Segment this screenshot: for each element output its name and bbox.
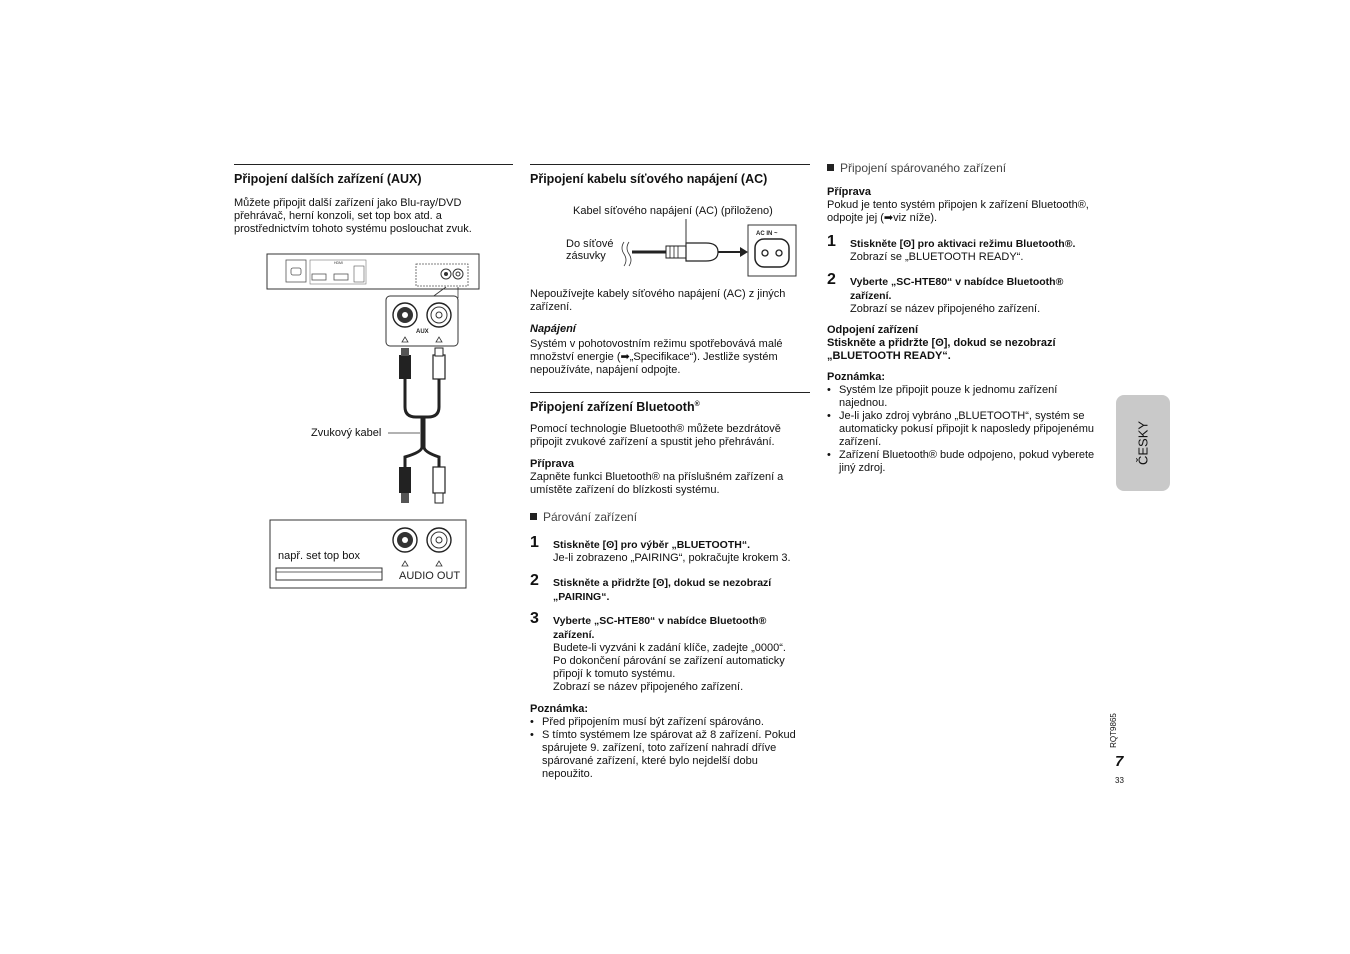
note-item: • Před připojením musí být zařízení spárováno. — [530, 716, 810, 729]
aux-intro-2: přehrávač, herní konzoli, set top box atd. a — [234, 210, 442, 222]
paired-note-list — [827, 384, 1102, 475]
paired-column — [827, 162, 1102, 475]
pairing-step-2 — [530, 572, 810, 604]
step-desc: Je-li zobrazeno „PAIRING“, pokračujte krokem 3. — [553, 552, 791, 564]
note-item: • S tímto systémem lze spárovat až 8 zařízení. Pokud spárujete 9. zařízení, toto zařízení nahradí dříve spárované zařízení, které bylo nejdelší dobu nepoužito. — [530, 729, 797, 781]
paired-prep-1: Pokud je tento systém připojen k zařízení Bluetooth®, — [827, 199, 1089, 211]
paired-note-heading: Poznámka: — [827, 371, 886, 383]
bluetooth-intro-1: Pomocí technologie Bluetooth® můžete bezdrátově — [530, 423, 781, 435]
power-warning-1: Nepoužívejte kabely síťového napájení (AC) z jiných — [530, 288, 786, 300]
disconnect-text-2: „BLUETOOTH READY“. — [827, 350, 951, 362]
aux-title: Připojení dalších zařízení (AUX) — [234, 172, 422, 186]
aux-intro-1: Můžete připojit další zařízení jako Blu-ray/DVD — [234, 197, 462, 209]
step-number: 2 — [827, 271, 836, 288]
audio-out-label: AUDIO OUT — [399, 570, 461, 582]
step-title: Stiskněte [ʘ] pro aktivaci režimu Bluetooth®. — [850, 238, 1076, 250]
language-tab — [1116, 395, 1170, 491]
page-sub-number: 33 — [1115, 776, 1124, 785]
power-text-1: Systém v pohotovostním režimu spotřebovává malé — [530, 338, 783, 350]
step-number: 1 — [827, 233, 836, 250]
bluetooth-intro-2: připojit zvukové zařízení a spustit jeho přehrávání. — [530, 436, 775, 448]
paired-prep-heading: Příprava — [827, 186, 872, 198]
outlet-label-1: Do síťové — [566, 238, 614, 250]
paired-step-1 — [827, 233, 1102, 264]
pairing-heading — [530, 511, 810, 524]
power-title: Připojení kabelu síťového napájení (AC) — [530, 172, 768, 186]
step-number: 2 — [530, 572, 539, 589]
ac-in-label: AC IN ~ — [756, 231, 778, 237]
step-desc: Zobrazí se název připojeného zařízení. — [850, 303, 1041, 315]
step-title: Vyberte „SC-HTE80“ v nabídce Bluetooth® zařízení. — [850, 276, 1064, 302]
bluetooth-section — [530, 392, 810, 781]
bluetooth-title — [530, 400, 810, 414]
pairing-heading-text: Párování zařízení — [543, 510, 638, 524]
bluetooth-prep-2: umístěte zařízení do blízkosti systému. — [530, 484, 720, 496]
power-heading: Napájení — [530, 323, 576, 335]
bluetooth-prep-1: Zapněte funkci Bluetooth® na příslušném zařízení a — [530, 471, 784, 483]
bluetooth-note-list — [530, 716, 810, 781]
power-warning-2: zařízení. — [530, 301, 573, 313]
device-label: např. set top box — [278, 550, 360, 562]
bluetooth-note-heading: Poznámka: — [530, 703, 589, 715]
step-desc: Po dokončení párování se zařízení automaticky — [553, 655, 785, 667]
step-desc: Zobrazí se „BLUETOOTH READY“. — [850, 251, 1024, 263]
step-number: 1 — [530, 534, 539, 551]
doc-code: RQT9865 — [1108, 713, 1118, 748]
paired-step-2 — [827, 271, 1102, 316]
aux-column — [234, 164, 513, 236]
square-bullet-icon — [827, 164, 834, 171]
outlet-label-2: zásuvky — [566, 250, 606, 262]
disconnect-text-1: Stiskněte a přidržte [ʘ], dokud se nezobrazí — [827, 337, 1056, 349]
paired-heading-text: Připojení spárovaného zařízení — [840, 161, 1007, 175]
bluetooth-title-reg: ® — [694, 400, 700, 408]
audio-cable-label: Zvukový kabel — [311, 427, 382, 439]
aux-intro-3: prostřednictvím tohoto systému poslouchat zvuk. — [234, 223, 472, 235]
power-cable-label: Kabel síťového napájení (AC) (přiloženo) — [573, 205, 773, 217]
paired-heading — [827, 162, 1102, 175]
pairing-step-1 — [530, 534, 810, 565]
bluetooth-title-text: Připojení zařízení Bluetooth — [530, 400, 695, 414]
aux-connection-diagram — [266, 252, 482, 592]
step-number: 3 — [530, 610, 539, 627]
power-text-3: nepoužíváte, napájení odpojte. — [530, 364, 681, 376]
bluetooth-prep-heading: Příprava — [530, 458, 575, 470]
step-title: Stiskněte a přidržte [ʘ], dokud se nezobrazí „PAIRING“. — [553, 577, 772, 603]
step-desc: připojí k tomuto systému. — [553, 668, 676, 680]
step-title: Vyberte „SC-HTE80“ v nabídce Bluetooth® zařízení. — [553, 615, 767, 641]
step-desc: Zobrazí se název připojeného zařízení. — [553, 681, 744, 693]
power-column — [530, 164, 810, 186]
power-text-2: množství energie (➡„Specifikace“). Jestliže systém — [530, 351, 778, 363]
step-desc: Budete-li vyzváni k zadání klíče, zadejte „0000“. — [553, 642, 786, 654]
page-number: 7 — [1115, 753, 1124, 770]
pairing-step-3 — [530, 610, 810, 694]
paired-prep-2: odpojte jej (➡viz níže). — [827, 212, 938, 224]
step-title: Stiskněte [ʘ] pro výběr „BLUETOOTH“. — [553, 539, 751, 551]
hdmi-tag: HDMI — [334, 261, 343, 265]
disconnect-heading: Odpojení zařízení — [827, 324, 919, 336]
square-bullet-icon — [530, 513, 537, 520]
language-tab-label: ČESKY — [1135, 420, 1151, 466]
aux-tag: AUX — [416, 329, 429, 335]
note-item: • Je-li jako zdroj vybráno „BLUETOOTH“, systém se automaticky pokusí připojit k naposledy připojenému zařízení. — [827, 410, 1101, 449]
note-item: • Systém lze připojit pouze k jednomu zařízení najednou. — [827, 384, 1064, 410]
note-item: • Zařízení Bluetooth® bude odpojeno, pokud vyberete jiný zdroj. — [827, 449, 1101, 475]
power-cable-diagram — [618, 218, 800, 280]
power-text — [530, 288, 810, 377]
